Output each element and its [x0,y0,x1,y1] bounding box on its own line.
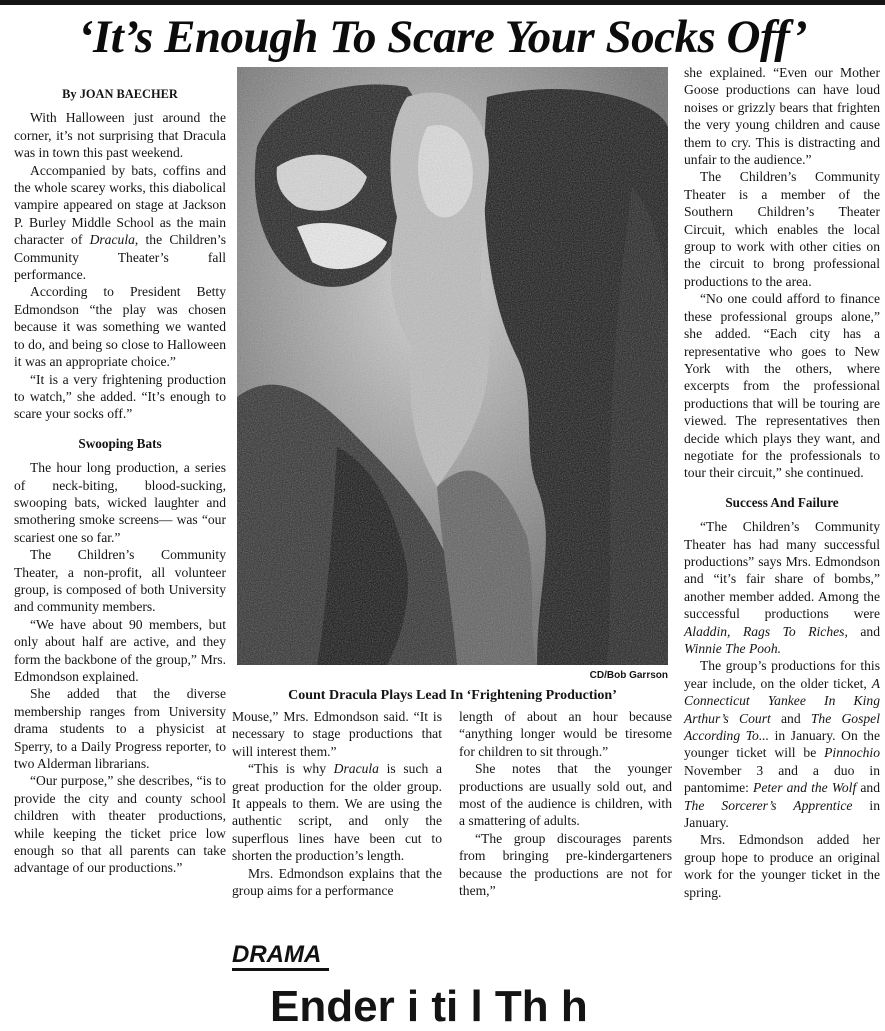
headline: ‘It’s Enough To Scare Your Socks Off’ [77,11,808,63]
column-2 [232,708,442,899]
photo-credit: CD/Bob Garrson [589,670,668,681]
section-rule [232,968,329,971]
photo-caption: Count Dracula Plays Lead In ‘Frightening Production’ [288,688,617,703]
paragraph: she explained. “Even our Mother Goose productions can have loud noises or grizzly bears that frighten the very young children and cause them to cry. This is distracting and unfair to the audience.” [684,65,880,168]
paragraph: According to President Betty Edmondson “the play was chosen because it was something we wanted to do, and being so close to Halloween it was an appropriate choice.” [14,284,226,370]
paragraph: Mouse,” Mrs. Edmondson said. “It is necessary to stage productions that will interest them.” [232,709,442,759]
paragraph: The Children’s Community Theater, a non-profit, all volunteer group, is composed of both University and community members. [14,547,226,615]
paragraph: “Our purpose,” she describes, “is to provide the city and county school children with theater productions, while keeping the ticket price low enough so that all parents can take advantage of our productions.” [14,773,226,876]
subheading: Swooping Bats [78,435,162,451]
paragraph: “No one could afford to finance these professional groups alone,” she added. “Each city has a representative who goes to New York with the others, where excerpts from the professional productions that will be touring are viewed. The representatives then decide which plays they want, and negotiate for the professionals to tour their circuit,” she continued. [684,291,880,481]
paragraph: “This is why Dracula is such a great production for the older group. It appeals to them. We are using the authentic script, and only the superflous lines have been cut to shorten the production’s length. [232,761,442,864]
paragraph: “The Children’s Community Theater has had many successful productions” says Mrs. Edmondson and “it’s fair share of bombs,” another member added. Among the successful productions were Aladdin, Rags To Riches, and Winnie The Pooh. [684,519,880,656]
paragraph: She added that the diverse membership ranges from University drama students to a physicist at Sperry, to a Daily Progress reporter, to two Alderman librarians. [14,686,226,772]
top-rule [0,0,885,5]
byline: By JOAN BAECHER [62,87,178,101]
column-3 [459,708,672,899]
paragraph: “We have about 90 members, but only about half are active, and they form the backbone of the group,” Mrs. Edmondson explained. [14,616,226,684]
section-label: DRAMA [232,941,322,968]
next-headline [232,980,885,1031]
subheading: Success And Failure [725,494,839,510]
paragraph: The group’s productions for this year include, on the older ticket, A Connecticut Yankee In King Arthur’s Court and The Gospel According To... in January. On the younger ticket will be Pinnochio November 3 and a duo in pantomime: Peter and the Wolf and The Sorcerer’s Apprentice in January. [684,658,880,831]
paragraph: The hour long production, a series of neck-biting, blood-sucking, swooping bats, wicked laughter and smothering smoke screens— was “our scariest one so far.” [14,460,226,545]
column-4 [684,64,880,901]
column-1 [14,86,226,877]
paragraph: The Children’s Community Theater is a member of the Southern Children’s Theater Circuit, which enables the local group to work with other cities on the circuit to brong professional productions to the area. [684,169,880,289]
paragraph: “It is a very frightening production to watch,” she added. “It’s enough to scare your socks off.” [14,371,226,422]
paragraph: “The group discourages parents from bringing pre-kindergarteners because the productions are not for them,” [459,830,672,899]
next-headline-text: Ender i ti l Th h [270,982,588,1031]
paragraph: Mrs. Edmondson explains that the group aims for a performance [232,865,442,899]
paragraph: With Halloween just around the corner, it’s not surprising that Dracula was in town this past weekend. [14,110,226,161]
paragraph: Accompanied by bats, coffins and the whole scarey works, this diabolical vampire appeared on stage at Jackson P. Burley Middle School as the main character of Dracula, the Children’s Community Theater’s fall performance. [14,162,226,283]
paragraph: Mrs. Edmondson added her group hope to produce an original work for the younger ticket in the spring. [684,832,880,900]
paragraph: length of about an hour because “anything longer would be tiresome for children to sit through.” [459,709,672,759]
paragraph: She notes that the younger productions are usually sold out, and most of the audience is children, with a smattering of adults. [459,761,672,829]
dracula-photo [237,67,668,665]
